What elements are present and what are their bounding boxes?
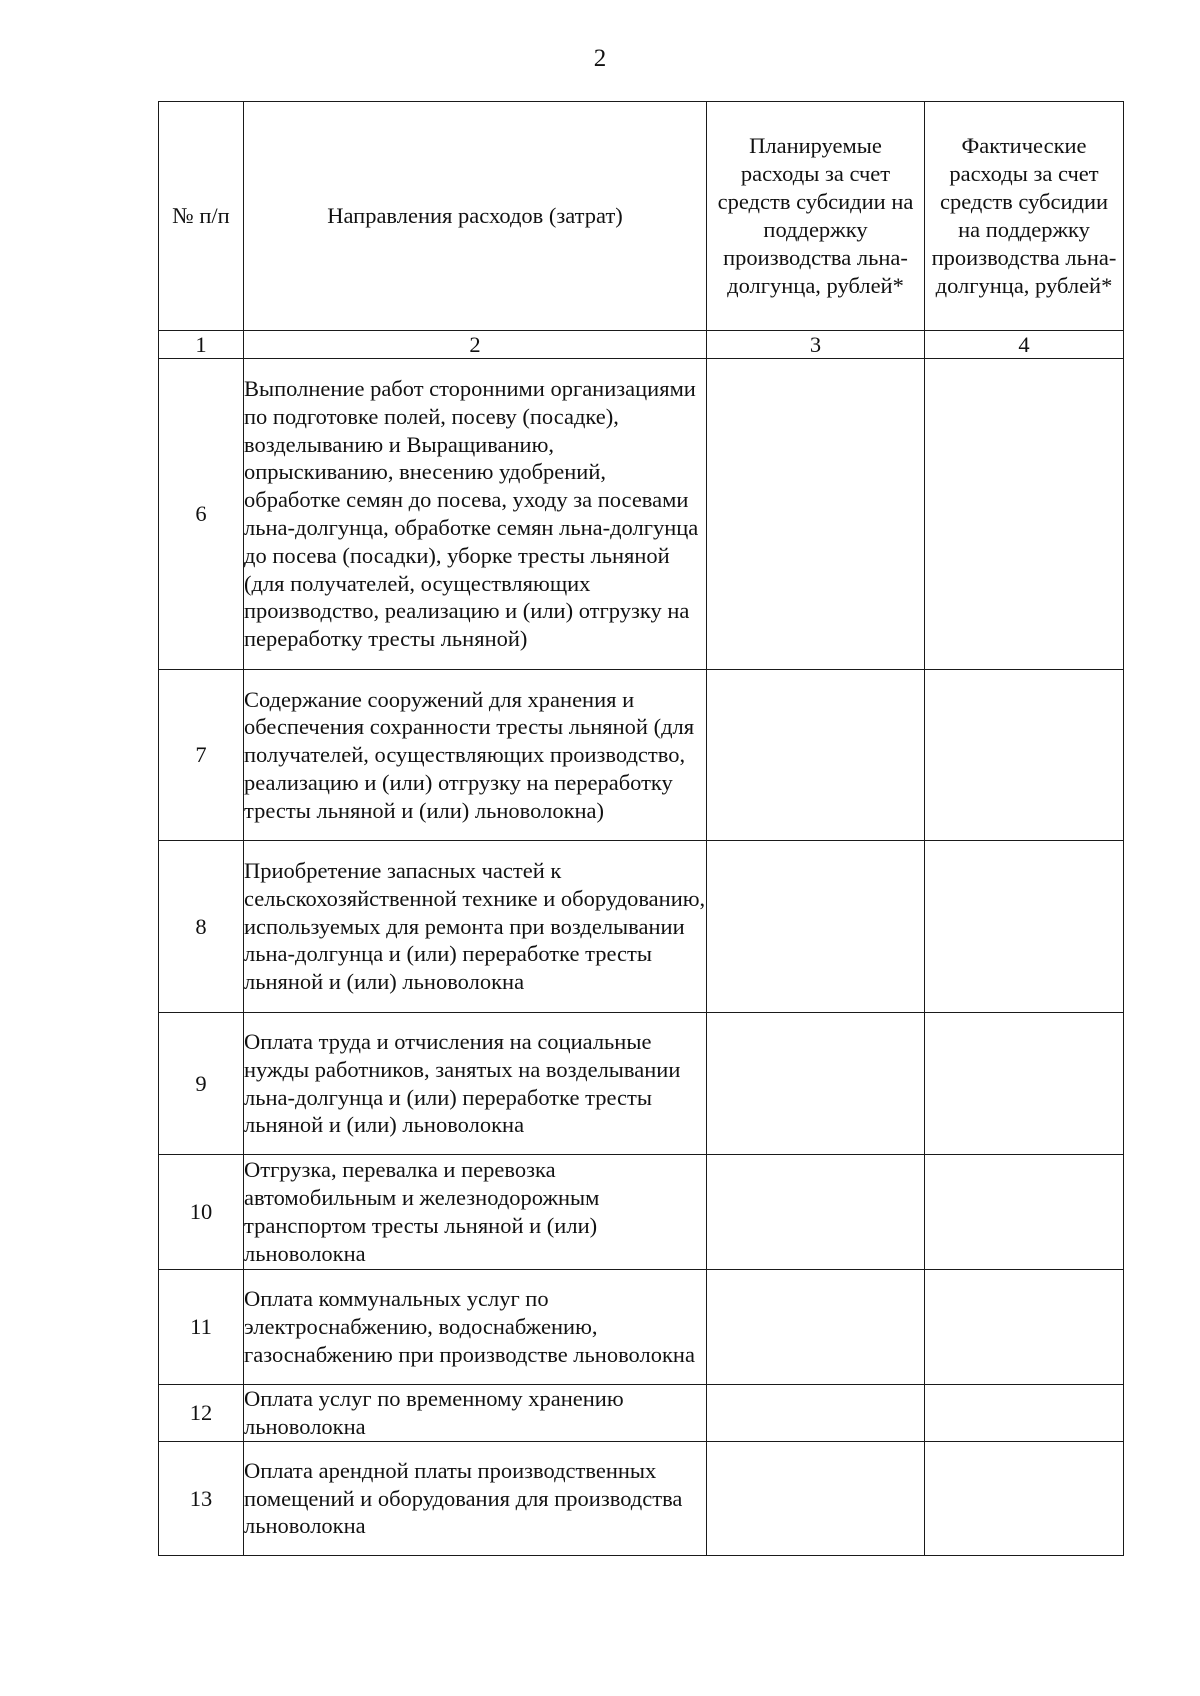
column-number-row bbox=[159, 331, 1124, 359]
table-row bbox=[159, 670, 1124, 841]
row-description: Отгрузка, перевалка и перевозка автомобильным и железнодорожным транспортом тресты льняной и (или) льноволокна bbox=[244, 1155, 707, 1270]
page-number: 2 bbox=[593, 45, 607, 72]
actual-cell bbox=[925, 670, 1124, 841]
planned-cell bbox=[707, 1013, 925, 1155]
planned-cell bbox=[707, 1270, 925, 1385]
actual-cell bbox=[925, 1385, 1124, 1442]
column-number: 2 bbox=[244, 331, 707, 359]
table-row bbox=[159, 1442, 1124, 1556]
planned-cell bbox=[707, 1385, 925, 1442]
row-description: Приобретение запасных частей к сельскохозяйственной технике и оборудованию, используемых для ремонта при возделывании льна-долгунца и (или) переработке тресты льняной и (или) льноволокна bbox=[244, 841, 707, 1013]
row-description: Оплата коммунальных услуг по электроснабжению, водоснабжению, газоснабжению при производстве льноволокна bbox=[244, 1270, 707, 1385]
row-number: 10 bbox=[159, 1155, 244, 1270]
header-planned-expenses: Планируемые расходы за счет средств субсидии на поддержку производства льна-долгунца, рублей* bbox=[707, 102, 925, 331]
row-number: 7 bbox=[159, 670, 244, 841]
table-row bbox=[159, 1013, 1124, 1155]
actual-cell bbox=[925, 1270, 1124, 1385]
table-row bbox=[159, 841, 1124, 1013]
header-actual-expenses: Фактические расходы за счет средств субсидии на поддержку производства льна-долгунца, рублей* bbox=[925, 102, 1124, 331]
row-description: Оплата услуг по временному хранению льноволокна bbox=[244, 1385, 707, 1442]
planned-cell bbox=[707, 670, 925, 841]
column-number: 3 bbox=[707, 331, 925, 359]
actual-cell bbox=[925, 841, 1124, 1013]
row-number: 8 bbox=[159, 841, 244, 1013]
table-row bbox=[159, 1155, 1124, 1270]
table-row bbox=[159, 1385, 1124, 1442]
row-description: Содержание сооружений для хранения и обеспечения сохранности тресты льняной (для получателей, осуществляющих производство, реализацию и (или) отгрузку на переработку тресты льняной и (или) льноволокна) bbox=[244, 670, 707, 841]
table-row bbox=[159, 1270, 1124, 1385]
column-number: 4 bbox=[925, 331, 1124, 359]
table-header-row bbox=[159, 102, 1124, 331]
row-number: 9 bbox=[159, 1013, 244, 1155]
planned-cell bbox=[707, 1155, 925, 1270]
planned-cell bbox=[707, 1442, 925, 1556]
row-number: 6 bbox=[159, 359, 244, 670]
actual-cell bbox=[925, 1442, 1124, 1556]
column-number: 1 bbox=[159, 331, 244, 359]
header-expense-direction: Направления расходов (затрат) bbox=[244, 102, 707, 331]
header-number: № п/п bbox=[159, 102, 244, 331]
actual-cell bbox=[925, 1013, 1124, 1155]
row-number: 12 bbox=[159, 1385, 244, 1442]
row-number: 13 bbox=[159, 1442, 244, 1556]
row-number: 11 bbox=[159, 1270, 244, 1385]
table-row bbox=[159, 359, 1124, 670]
planned-cell bbox=[707, 359, 925, 670]
row-description: Оплата арендной платы производственных помещений и оборудования для производства льноволокна bbox=[244, 1442, 707, 1556]
actual-cell bbox=[925, 1155, 1124, 1270]
expenses-table bbox=[158, 101, 1124, 1556]
planned-cell bbox=[707, 841, 925, 1013]
row-description: Оплата труда и отчисления на социальные нужды работников, занятых на возделывании льна-долгунца и (или) переработке тресты льняной и (или) льноволокна bbox=[244, 1013, 707, 1155]
actual-cell bbox=[925, 359, 1124, 670]
row-description: Выполнение работ сторонними организациями по подготовке полей, посеву (посадке), возделыванию и Выращиванию, опрыскиванию, внесению удобрений, обработке семян до посева, уходу за посевами льна-долгунца, обработке семян льна-долгунца до посева (посадки), уборке тресты льняной (для получателей, осуществляющих производство, реализацию и (или) отгрузку на переработку тресты льняной) bbox=[244, 359, 707, 670]
